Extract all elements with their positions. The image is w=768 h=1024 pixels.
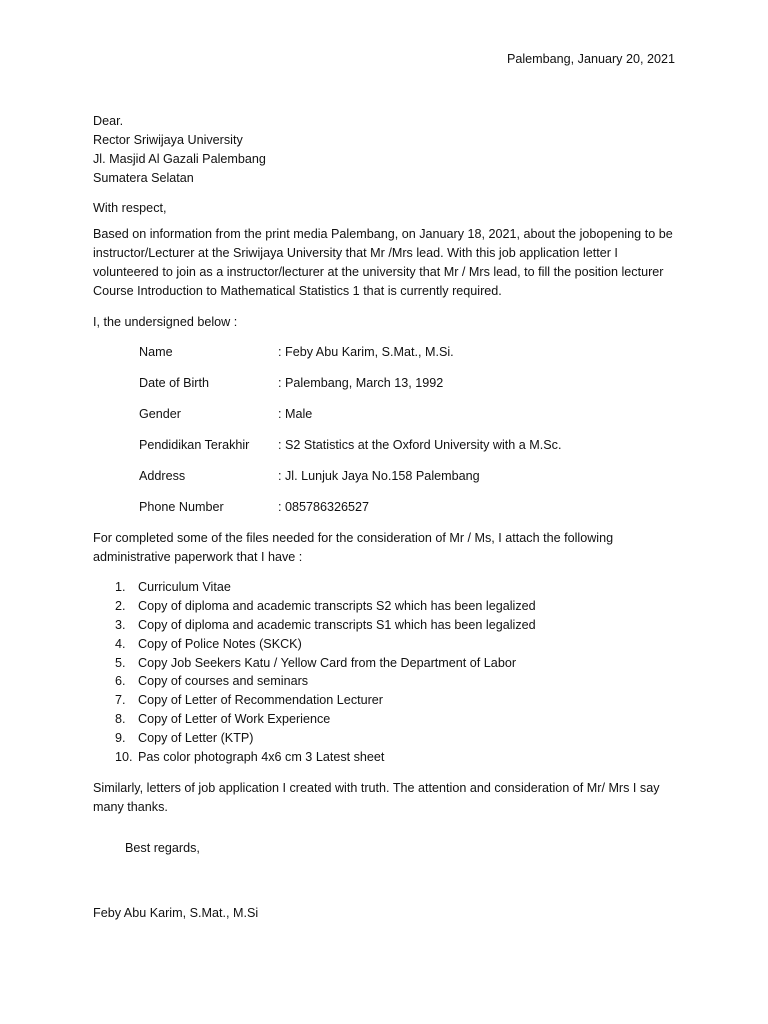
list-number: 7. <box>115 693 126 708</box>
identity-label: Pendidikan Terakhir <box>139 438 250 452</box>
recipient-address <box>93 112 678 188</box>
attachments-list <box>93 578 678 767</box>
list-number: 5. <box>115 655 126 670</box>
undersigned-intro: I, the undersigned below : <box>93 315 238 329</box>
list-number: 8. <box>115 712 126 727</box>
list-item <box>93 578 678 597</box>
list-text: Copy of Letter of Recommendation Lecturer <box>138 693 384 708</box>
identity-label: Date of Birth <box>139 376 209 390</box>
list-item <box>93 672 678 691</box>
list-item <box>93 635 678 654</box>
recipient-line-3: Sumatera Selatan <box>93 171 194 185</box>
list-item <box>93 616 678 635</box>
list-text: Copy of diploma and academic transcripts S2 which has been legalized <box>138 598 536 613</box>
list-number: 3. <box>115 617 126 632</box>
list-item <box>93 710 678 729</box>
recipient-line-1: Rector Sriwijaya University <box>93 133 243 147</box>
list-text: Pas color photograph 4x6 cm 3 Latest sheet <box>138 750 385 765</box>
list-text: Curriculum Vitae <box>138 580 231 594</box>
identity-value: : Feby Abu Karim, S.Mat., M.Si. <box>278 345 454 359</box>
identity-value: : Jl. Lunjuk Jaya No.158 Palembang <box>278 469 480 483</box>
list-number: 1. <box>115 580 126 594</box>
identity-label: Address <box>139 469 186 483</box>
identity-table <box>139 343 679 529</box>
salutation: Dear. <box>93 114 124 128</box>
list-text: Copy of courses and seminars <box>138 674 309 689</box>
place-date: Palembang, January 20, 2021 <box>506 52 675 66</box>
list-text: Copy Job Seekers Katu / Yellow Card from the Department of Labor <box>138 655 517 670</box>
identity-value: : 085786326527 <box>278 500 370 514</box>
closing-paragraph: Similarly, letters of job application I created with truth. The attention and consideration of Mr/ Mrs I say many thanks. <box>93 781 660 814</box>
identity-value: : Male <box>278 407 313 421</box>
list-number: 4. <box>115 636 126 651</box>
identity-row <box>139 343 679 374</box>
list-item <box>93 691 678 710</box>
list-text: Copy of Police Notes (SKCK) <box>138 636 302 651</box>
identity-row <box>139 374 679 405</box>
recipient-line-2: Jl. Masjid Al Gazali Palembang <box>93 152 266 166</box>
greeting: With respect, <box>93 201 167 215</box>
list-item <box>93 654 678 673</box>
identity-label: Phone Number <box>139 500 224 514</box>
identity-label: Name <box>139 345 173 359</box>
identity-row <box>139 436 679 467</box>
opening-paragraph: Based on information from the print media Palembang, on January 18, 2021, about the jobopening to be instructor/Lecturer at the Sriwijaya University that Mr /Mrs lead. With this job application letter I volunteered to join as a instructor/lecturer at the university that Mr / Mrs lead, to fill the position lecturer Course Introduction to Mathematical Statistics 1 that is currently required. <box>93 227 673 298</box>
identity-row <box>139 467 679 498</box>
identity-value: : S2 Statistics at the Oxford University with a M.Sc. <box>278 438 562 452</box>
identity-row <box>139 405 679 436</box>
signature-name: Feby Abu Karim, S.Mat., M.Si <box>93 906 259 920</box>
list-item <box>93 748 678 767</box>
list-number: 2. <box>115 598 126 613</box>
identity-value: : Palembang, March 13, 1992 <box>278 376 444 390</box>
list-item <box>93 597 678 616</box>
list-text: Copy of Letter of Work Experience <box>138 712 331 727</box>
list-text: Copy of Letter (KTP) <box>138 731 254 746</box>
list-number: 10. <box>115 750 133 765</box>
list-number: 9. <box>115 731 126 746</box>
regards: Best regards, <box>125 841 200 855</box>
list-text: Copy of diploma and academic transcripts S1 which has been legalized <box>138 617 536 632</box>
identity-label: Gender <box>139 407 182 421</box>
list-number: 6. <box>115 674 126 689</box>
list-item <box>93 729 678 748</box>
attachments-intro: For completed some of the files needed for the consideration of Mr / Ms, I attach the following administrative paperwork that I have : <box>93 531 614 564</box>
identity-row <box>139 498 679 529</box>
